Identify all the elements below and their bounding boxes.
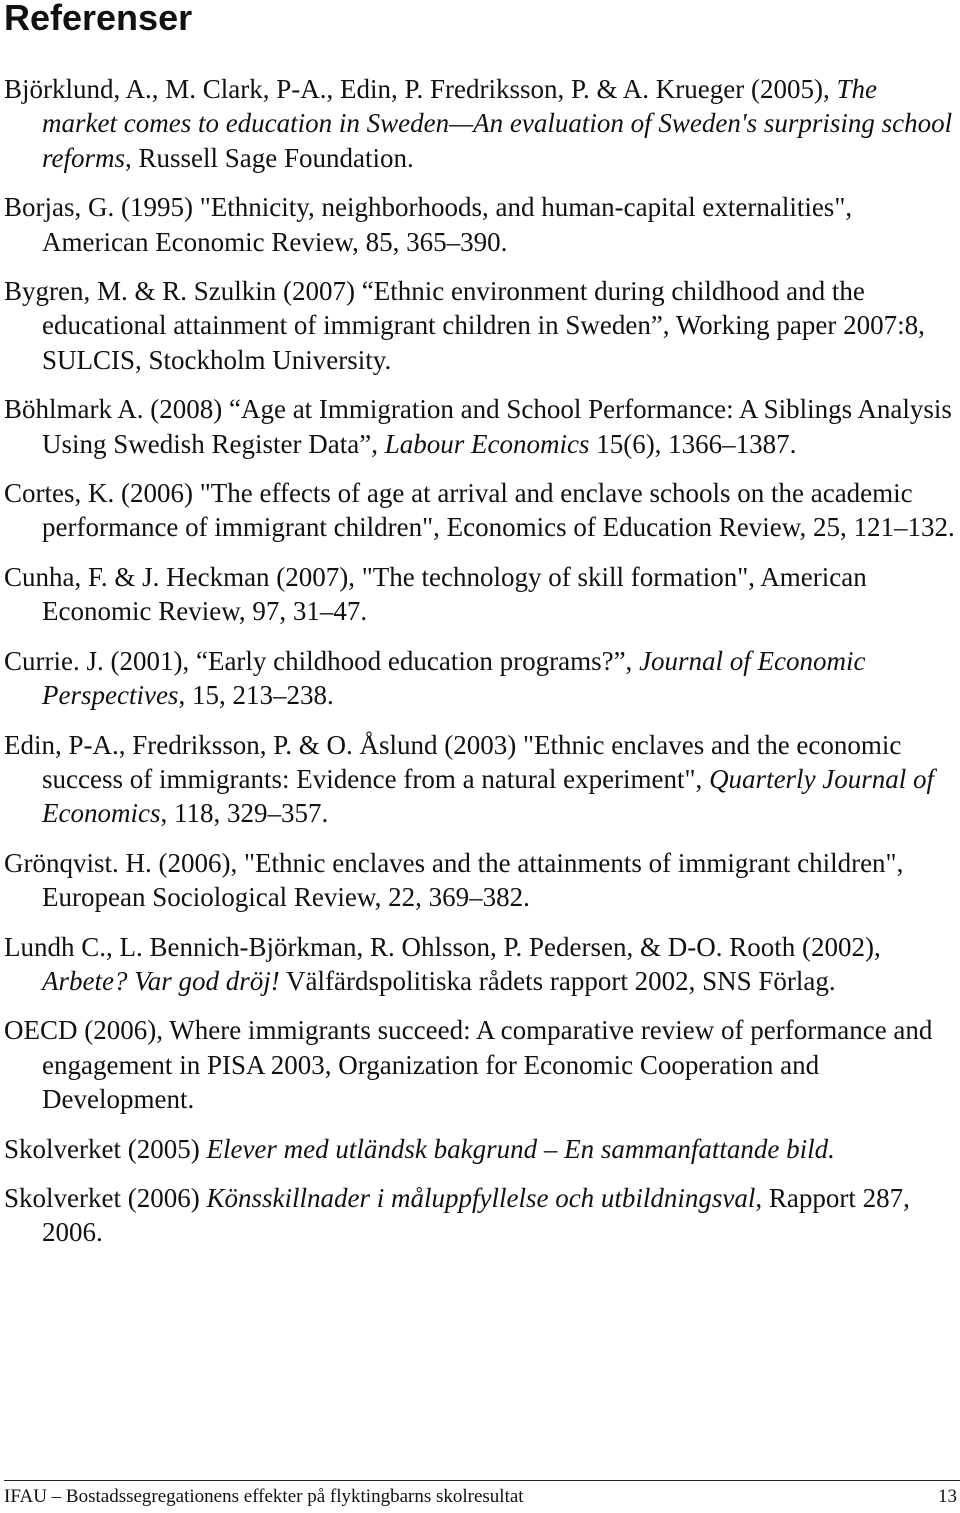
reference-item [4, 274, 956, 377]
reference-text: Lundh C., L. Bennich-Björkman, R. Ohlsson, P. Pedersen, & D-O. Rooth (2002), [4, 931, 881, 962]
reference-text: Välfärdspolitiska rådets rapport 2002, SNS Förlag. [279, 965, 836, 996]
reference-text: , 118, 329–357. [160, 798, 329, 829]
reference-list [4, 72, 956, 1265]
reference-text: Cortes, K. (2006) "The effects of age at arrival and enclave schools on the academic performance of immigrant children", Economics of Education Review, 25, 121–132. [4, 478, 955, 543]
reference-text: Björklund, A., M. Clark, P-A., Edin, P. Fredriksson, P. & A. Krueger (2005), [4, 74, 837, 104]
reference-text: Borjas, G. (1995) "Ethnicity, neighborhoods, and human-capital externalities", American Economic Review, 85, 365–390. [4, 192, 853, 257]
reference-text: Edin, P-A., Fredriksson, P. & O. Åslund (2003) "Ethnic enclaves and the economic success of immigrants: Evidence from a natural experiment", [4, 729, 902, 794]
reference-item [4, 930, 956, 999]
reference-item [4, 728, 956, 831]
reference-text: , Russell Sage Foundation. [125, 142, 414, 173]
reference-title: The market comes to education in Sweden—An evaluation of Sweden's surprising school reforms [42, 74, 953, 173]
reference-text: , 15, 213–238. [178, 680, 334, 711]
reference-item [4, 392, 956, 461]
footer-divider [4, 1480, 960, 1481]
page-number: 13 [938, 1486, 957, 1507]
footer-title: IFAU – Bostadssegregationens effekter på flyktingbarns skolresultat [4, 1486, 524, 1507]
page-heading: Referenser [4, 0, 193, 38]
reference-item [4, 476, 956, 545]
reference-text: Skolverket (2006) [4, 1182, 207, 1213]
reference-title: Könsskillnader i måluppfyllelse och utbildningsval [206, 1182, 756, 1213]
reference-title: Elever med utländsk bakgrund – En sammanfattande bild. [206, 1133, 835, 1164]
reference-item [4, 1013, 956, 1116]
reference-item [4, 560, 956, 629]
reference-text: Currie. J. (2001), “Early childhood education programs?”, [4, 645, 640, 676]
reference-title: Quarterly Journal of Economics [42, 763, 935, 829]
reference-title: Arbete? Var god dröj! [42, 965, 280, 996]
reference-item [4, 72, 956, 175]
reference-text: Cunha, F. & J. Heckman (2007), "The technology of skill formation", American Economic Review, 97, 31–47. [4, 561, 867, 627]
reference-title: Journal of Economic Perspectives [42, 645, 866, 711]
reference-text: Grönqvist. H. (2006), "Ethnic enclaves and the attainments of immigrant children", European Sociological Review, 22, 369–382. [4, 847, 904, 913]
reference-text: 15(6), 1366–1387. [589, 428, 797, 459]
reference-item [4, 1181, 956, 1250]
reference-text: Böhlmark A. (2008) “Age at Immigration and School Performance: A Siblings Analysis Using Swedish Register Data”, [4, 394, 952, 459]
reference-item [4, 1132, 956, 1166]
reference-text: , Rapport 287, 2006. [42, 1182, 910, 1248]
reference-text: OECD (2006), Where immigrants succeed: A comparative review of performance and engagement in PISA 2003, Organization for Economic Cooperation and Development. [4, 1015, 933, 1115]
reference-item [4, 846, 956, 915]
reference-item [4, 190, 956, 259]
reference-title: Labour Economics [384, 428, 590, 459]
reference-text: Skolverket (2005) [4, 1133, 207, 1164]
reference-item [4, 644, 956, 713]
reference-text: Bygren, M. & R. Szulkin (2007) “Ethnic environment during childhood and the educational attainment of immigrant children in Sweden”, Working paper 2007:8, SULCIS, Stockholm University. [4, 276, 925, 375]
